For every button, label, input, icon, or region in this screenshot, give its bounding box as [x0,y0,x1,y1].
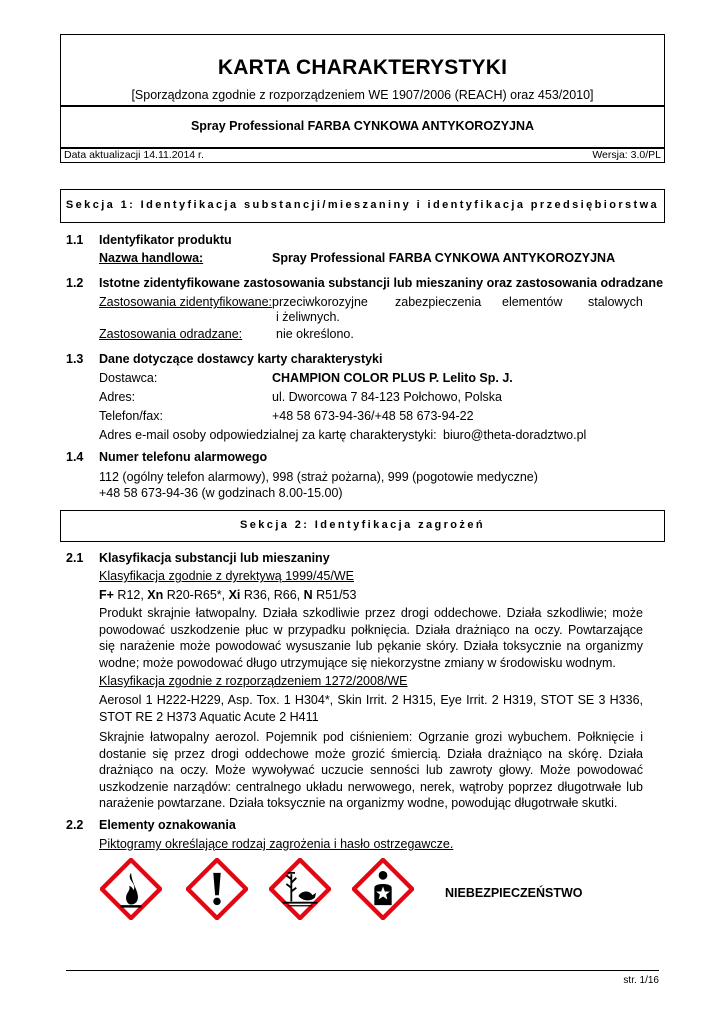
regulation-hazard-text: Skrajnie łatwopalny aerozol. Pojemnik pod ciśnieniem: Ogrzanie grozi wybuchem. Połknięcie i dostanie się przez drogi oddechowe może grozić śmiercią. Działa drażniąco na skórę. Działa drażniąco na oczy. Może wywoływać uczucie senności lub zawroty głowy. Może powodować uszkodzenie narządów: centralnego układu nerwowego, nerek, wątroby poprzez długotrwałe lub narażenie powtarzane. Działa toksycznie na organizmy wodne, powodując długotrwałe skutki. [99,730,643,811]
s2-2-number: 2.2 [66,818,84,832]
s1-2-number: 1.2 [66,276,84,290]
code-xi: Xi [228,588,241,602]
page-number: str. 1/16 [623,975,659,986]
advised-against-value: nie określono. [276,327,354,341]
regulation-classification-label: Klasyfikacja zgodnie z rozporządzeniem 1272/2008/WE [99,674,408,688]
identified-uses-word-3: elementów [502,295,563,309]
emergency-line1: 112 (ogólny telefon alarmowy), 998 (straż pożarna), 999 (pogotowie medyczne) [99,470,538,484]
pictogram-label: Piktogramy określające rodzaj zagrożenia i hasło ostrzegawcze. [99,837,454,851]
identified-uses-line2: i żeliwnych. [276,310,340,324]
advised-against-label: Zastosowania odradzane: [99,327,243,341]
flame-icon [100,858,162,920]
s1-3-title: Dane dotyczące dostawcy karty charakterystyki [99,352,383,366]
s1-4-number: 1.4 [66,450,84,464]
s1-3-number: 1.3 [66,352,84,366]
directive-codes [99,588,356,602]
document-title: KARTA CHARAKTERYSTYKI [217,56,508,79]
s2-2-title: Elementy oznakowania [99,818,236,832]
code-r20: R20-R65*, [163,588,229,602]
identified-uses-word-1: przeciwkorozyjne [272,295,368,309]
email-value[interactable]: biuro@theta-doradztwo.pl [443,428,587,442]
email-label: Adres e-mail osoby odpowiedzialnej za kartę charakterystyki: [99,428,437,442]
supplier-label: Dostawca: [99,371,158,385]
s1-1-number: 1.1 [66,233,84,247]
code-r51: R51/53 [312,588,357,602]
s1-4-title: Numer telefonu alarmowego [99,450,268,464]
version: Wersja: 3.0/PL [592,149,661,161]
directive-hazard-text: Produkt skrajnie łatwopalny. Działa szkodliwie przez drogi oddechowe. Działa szkodliwie; może powodować uszkodzenie płuc w przypadku połknięcia. Działa drażniąco na oczy. Powtarzające się narażenie może powodować wysuszanie lub pękanie skóry. Działa toksycznie na organizmy wodne; może powodować długo utrzymujące się niekorzystne zmiany w środowisku wodnym. [99,606,643,670]
section1-heading: Sekcja 1: Identyfikacja substancji/mieszaniny i identyfikacja przedsiębiorstwa [65,199,660,211]
document-subtitle: [Sporządzona zgodnie z rozporządzeniem WE 1907/2006 (REACH) oraz 453/2010] [131,88,594,102]
signal-word: NIEBEZPIECZEŃSTWO [445,886,583,900]
code-n: N [303,588,313,602]
supplier-value: CHAMPION COLOR PLUS P. Lelito Sp. J. [272,371,513,385]
identified-uses-word-4: stalowych [588,295,643,309]
address-label: Adres: [99,390,136,404]
s1-2-title: Istotne zidentyfikowane zastosowania substancji lub mieszaniny oraz zastosowania odradzane [99,276,664,290]
s1-1-title: Identyfikator produktu [99,233,232,247]
address-value: ul. Dworcowa 7 84-123 Połchowo, Polska [272,390,502,404]
phone-label: Telefon/fax: [99,409,163,423]
code-r36: R36, R66, [240,588,304,602]
identified-uses-label: Zastosowania zidentyfikowane: [99,295,273,309]
trade-name-label: Nazwa handlowa: [99,251,204,265]
footer-rule [66,970,659,971]
code-fplus: F+ [99,588,114,602]
identified-uses-word-2: zabezpieczenia [395,295,482,309]
health-hazard-icon [352,858,414,920]
phone-value: +48 58 673-94-36/+48 58 673-94-22 [272,409,474,423]
section2-heading: Sekcja 2: Identyfikacja zagrożeń [240,519,485,531]
update-date: Data aktualizacji 14.11.2014 r. [64,149,204,161]
s2-1-title: Klasyfikacja substancji lub mieszaniny [99,551,330,565]
code-r12: R12, [113,588,148,602]
directive-classification-label: Klasyfikacja zgodnie z dyrektywą 1999/45/WE [99,569,354,583]
emergency-line2: +48 58 673-94-36 (w godzinach 8.00-15.00) [99,486,343,500]
s2-1-number: 2.1 [66,551,84,565]
environment-icon [269,858,331,920]
trade-name-value: Spray Professional FARBA CYNKOWA ANTYKOROZYJNA [272,251,616,265]
header-product-name: Spray Professional FARBA CYNKOWA ANTYKOROZYJNA [190,119,535,133]
exclamation-icon [186,858,248,920]
code-xn: Xn [147,588,164,602]
regulation-codes: Aerosol 1 H222-H229, Asp. Tox. 1 H304*, Skin Irrit. 2 H315, Eye Irrit. 2 H319, STOT SE 3 H336, STOT RE 2 H373 Aquatic Acute 2 H411 [99,693,643,724]
